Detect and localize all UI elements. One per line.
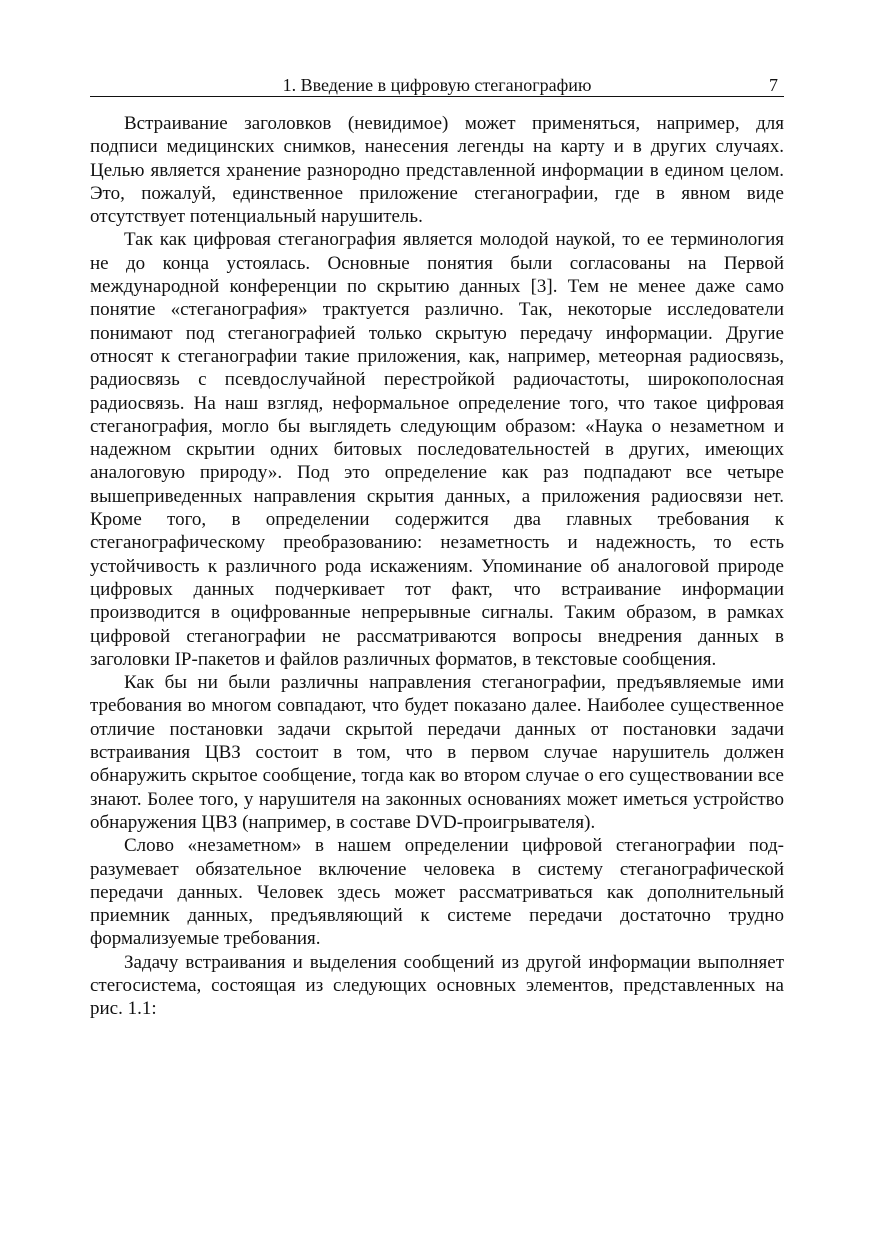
- running-header: [90, 74, 784, 97]
- paragraph-2: Так как цифровая стеганография является молодой наукой, то ее терминология не до конца устоялась. Основные понятия были согласованы на Первой международной конференции по скрытию данных [3]. Тем не менее даже само понятие «стеганография» трактуется различно. Так, некоторые исследователи понимают под стеганографией только скрытую передачу информации. Другие относят к стеганографии такие приложения, как, например, метеорная радиосвязь, радиосвязь с псевдослучайной перестройкой радиочастоты, широкополосная радиосвязь. На наш взгляд, неформальное определение того, что такое цифровая стеганография, могло бы выглядеть следующим образом: «Наука о незаметном и надежном скрытии одних битовых последовательностей в других, имеющих аналоговую природу». Под это определение как раз подпадают все четыре вышеприведенных направления скрытия данных, а приложения радиосвязи нет. Кроме того, в определении содержится два главных требования к стеганографическому преобразованию: незаметность и надежность, то есть устойчивость к различного рода искажениям. Упоминание об аналоговой природе цифровых данных подчеркивает тот факт, что встраивание информации производится в оцифрованные непрерывные сигналы. Таким образом, в рамках цифровой стеганографии не рассматриваются вопросы внедрения данных в заголовки IP-пакетов и файлов различных форматов, в текстовые сообщения.: [90, 229, 784, 670]
- paragraph-4: Слово «незаметном» в нашем определении цифровой стеганографии подразумевает обязательное включение человека в систему стеганографической передачи данных. Человек здесь может рассматриваться как дополнительный приемник данных, предъявляющий к системе передачи достаточно трудно формализуемые требования.: [90, 835, 784, 950]
- running-title: 1. Введение в цифровую стеганографию: [282, 75, 592, 95]
- paragraph-1: Встраивание заголовков (невидимое) может применяться, например, для подписи медицинских снимков, нанесения легенды на карту и в других случаях. Целью является хранение разнородно представленной информации в едином целом. Это, пожалуй, единственное приложение стеганографии, где в явном виде отсутствует потенциальный нарушитель.: [90, 113, 784, 228]
- paragraph-5: Задачу встраивания и выделения сообщений из другой информации выполняет стегосистема, состоящая из следующих основных элементов, представленных на рис. 1.1:: [90, 951, 784, 1020]
- page-number: 7: [769, 75, 778, 95]
- paragraph-3: Как бы ни были различны направления стеганографии, предъявляемые ими требования во многом совпадают, что будет показано далее. Наиболее существенное отличие постановки задачи скрытой передачи данных от постановки задачи встраивания ЦВЗ состоит в том, что в первом случае нарушитель должен обнаружить скрытое сообщение, тогда как во втором случае о его существовании все знают. Более того, у нарушителя на законных основаниях может иметься устройство обнаружения ЦВЗ (например, в составе DVD-проигрывателя).: [90, 672, 784, 833]
- body-text: [90, 112, 784, 1021]
